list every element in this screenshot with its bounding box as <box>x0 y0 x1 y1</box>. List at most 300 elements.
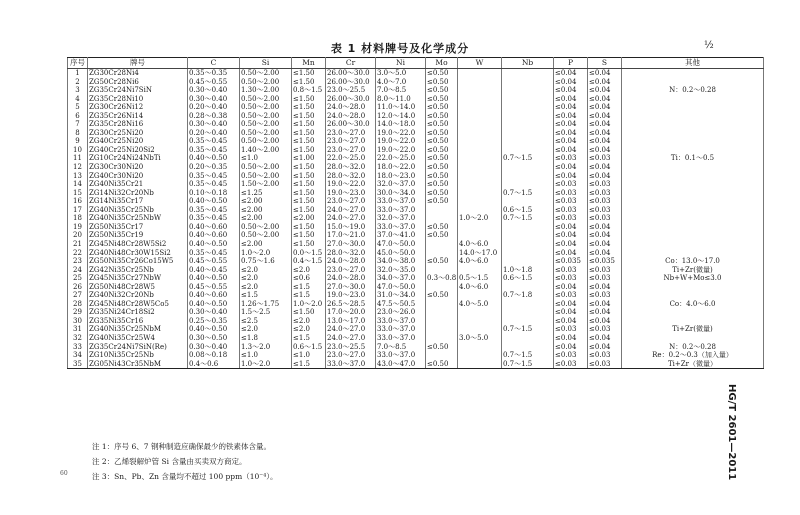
table-cell: 1 <box>68 69 88 78</box>
table-cell: 21 <box>68 240 88 249</box>
table-cell <box>622 206 764 215</box>
table-cell: 26.00～30.0 <box>326 69 376 78</box>
table-cell: ≤1.50 <box>292 95 326 104</box>
table-cell: 0.35～0.45 <box>188 146 240 155</box>
table-cell: 0.30～0.40 <box>188 308 240 317</box>
table-cell: ≤1.50 <box>292 172 326 181</box>
table-cell: ≤1.0 <box>240 154 292 163</box>
table-cell: ≤0.50 <box>426 69 458 78</box>
table-cell: 15 <box>68 189 88 198</box>
table-cell: ≤0.04 <box>588 163 622 172</box>
table-row <box>68 325 764 334</box>
table-cell: ZG40Cr25Ni20 <box>88 137 188 146</box>
table-row <box>68 308 764 317</box>
table-cell: ≤0.04 <box>554 112 588 121</box>
table-cell: ≤0.04 <box>554 283 588 292</box>
table-cell: 33.0～37.0 <box>376 223 426 232</box>
table-row <box>68 163 764 172</box>
table-cell: 0.6～1.5 <box>292 343 326 352</box>
table-cell: 12.0～14.0 <box>376 112 426 121</box>
table-cell: 19.0～22.0 <box>376 137 426 146</box>
table-cell: 3.0～5.0 <box>458 334 502 343</box>
table-cell <box>502 146 554 155</box>
table-cell: ≤2.00 <box>292 214 326 223</box>
table-cell: ≤0.04 <box>588 240 622 249</box>
table-cell: 7.0～8.5 <box>376 86 426 95</box>
table-row <box>68 197 764 206</box>
table-cell: 0.35～0.45 <box>188 206 240 215</box>
column-header: S <box>588 58 622 69</box>
table-cell <box>426 300 458 309</box>
table-cell: ≤0.03 <box>554 360 588 369</box>
table-cell: ≤0.04 <box>554 163 588 172</box>
table-cell: ≤2.00 <box>240 214 292 223</box>
table-cell: 0.20～0.40 <box>188 103 240 112</box>
table-cell <box>458 78 502 87</box>
table-cell: 4 <box>68 95 88 104</box>
table-cell: 4.0～6.0 <box>458 240 502 249</box>
table-cell: 0.50～2.00 <box>240 223 292 232</box>
table-cell: ≤2.0 <box>292 266 326 275</box>
table-cell: 32.0～37.0 <box>376 180 426 189</box>
table-cell: ≤0.50 <box>426 103 458 112</box>
table-cell: ≤1.50 <box>292 146 326 155</box>
table-cell <box>426 206 458 215</box>
table-cell: ZG30Cr25Ni20 <box>88 129 188 138</box>
table-cell: 0.50～2.00 <box>240 163 292 172</box>
table-cell: ZG35Cr26Ni14 <box>88 112 188 121</box>
table-cell: 34.0～37.0 <box>376 274 426 283</box>
table-cell: ≤0.03 <box>588 214 622 223</box>
table-cell: Co：4.0～6.0 <box>622 300 764 309</box>
table-cell: ZG42Ni35Cr25Nb <box>88 266 188 275</box>
table-cell: ≤2.00 <box>240 206 292 215</box>
table-cell: 0.50～2.00 <box>240 137 292 146</box>
table-cell: 23.0～27.0 <box>326 129 376 138</box>
table-row <box>68 214 764 223</box>
table-cell: ≤0.04 <box>554 69 588 78</box>
table-cell: 23.0～27.0 <box>326 137 376 146</box>
table-cell: 2 <box>68 78 88 87</box>
table-cell <box>622 317 764 326</box>
table-cell <box>458 120 502 129</box>
table-cell: ZG40Cr25Ni20Si2 <box>88 146 188 155</box>
table-cell: 0.7～1.8 <box>502 291 554 300</box>
table-cell <box>622 120 764 129</box>
table-cell: Ti：0.1～0.5 <box>622 154 764 163</box>
table-cell: ≤2.0 <box>292 325 326 334</box>
table-cell: 0.7～1.5 <box>502 325 554 334</box>
table-cell: 1.0～1.8 <box>502 266 554 275</box>
table-cell: 24.0～28.0 <box>326 257 376 266</box>
table-cell: ≤0.04 <box>554 78 588 87</box>
table-cell: 0.08～0.18 <box>188 351 240 360</box>
table-cell <box>458 146 502 155</box>
table-cell: ≤0.03 <box>554 154 588 163</box>
table-cell: ≤1.50 <box>292 223 326 232</box>
table-cell: 17.0～21.0 <box>326 231 376 240</box>
table-cell: 24.0～28.0 <box>326 274 376 283</box>
table-cell: 0.40～0.50 <box>188 325 240 334</box>
column-header: P <box>554 58 588 69</box>
table-cell: ≤1.50 <box>292 180 326 189</box>
table-row <box>68 266 764 275</box>
table-cell: ≤0.03 <box>588 180 622 189</box>
table-cell: 24.0～27.0 <box>326 206 376 215</box>
table-cell <box>502 78 554 87</box>
table-cell: ≤0.04 <box>554 129 588 138</box>
table-cell <box>622 69 764 78</box>
table-cell <box>622 146 764 155</box>
table-cell <box>426 248 458 257</box>
table-cell: ≤0.50 <box>426 360 458 369</box>
table-cell: 19.0～22.0 <box>376 146 426 155</box>
table-cell: Ti+Zr（微量） <box>622 360 764 369</box>
table-cell: ≤0.04 <box>554 317 588 326</box>
table-cell: 33.0～37.0 <box>376 325 426 334</box>
table-cell: ≤0.04 <box>588 137 622 146</box>
table-cell: 20 <box>68 231 88 240</box>
table-cell: ZG50Ni35Cr17 <box>88 223 188 232</box>
table-cell: 24 <box>68 266 88 275</box>
table-cell: 31 <box>68 325 88 334</box>
table-cell <box>458 223 502 232</box>
table-cell: ZG50Cr28Ni6 <box>88 78 188 87</box>
table-cell: ≤2.0 <box>240 283 292 292</box>
table-cell: ≤0.04 <box>554 240 588 249</box>
table-cell: 47.5～50.5 <box>376 300 426 309</box>
table-cell <box>458 86 502 95</box>
table-cell: ≤0.03 <box>554 206 588 215</box>
table-cell <box>622 78 764 87</box>
table-cell <box>502 180 554 189</box>
table-cell: ≤0.50 <box>426 189 458 198</box>
table-cell: 1.5～2.5 <box>240 308 292 317</box>
table-cell: ≤0.50 <box>426 78 458 87</box>
table-cell: 0.40～0.50 <box>188 300 240 309</box>
table-cell: ≤0.50 <box>426 163 458 172</box>
table-header-row <box>68 58 764 69</box>
table-cell: 0.35～0.35 <box>188 69 240 78</box>
table-cell <box>502 257 554 266</box>
table-cell: ≤2.0 <box>292 317 326 326</box>
table-cell <box>426 214 458 223</box>
table-cell: ZG45Ni35Cr27NbW <box>88 274 188 283</box>
table-cell: 30.0～34.0 <box>376 189 426 198</box>
table-cell <box>458 129 502 138</box>
table-cell: 8 <box>68 129 88 138</box>
table-cell: ≤0.03 <box>554 189 588 198</box>
table-cell: ≤2.0 <box>240 266 292 275</box>
table-cell: ≤0.04 <box>588 129 622 138</box>
table-cell <box>622 95 764 104</box>
table-cell: 0.25～0.35 <box>188 317 240 326</box>
table-cell: 0.28～0.38 <box>188 112 240 121</box>
table-cell: 17.0～20.0 <box>326 308 376 317</box>
table-cell: ≤0.04 <box>588 78 622 87</box>
table-cell <box>458 317 502 326</box>
table-cell: 0.40～0.50 <box>188 274 240 283</box>
table-cell <box>502 283 554 292</box>
table-cell: ZG35Cr24Ni7SiN(Re) <box>88 343 188 352</box>
table-cell: 4.0～5.0 <box>458 300 502 309</box>
table-cell: ≤0.50 <box>426 137 458 146</box>
table-cell: 0.40～0.50 <box>188 154 240 163</box>
table-cell: Ti+Zr(微量) <box>622 266 764 275</box>
table-cell: ≤0.03 <box>588 189 622 198</box>
table-cell: ZG30Cr30Ni20 <box>88 163 188 172</box>
table-cell: ≤0.03 <box>554 274 588 283</box>
table-cell: 28.0～32.0 <box>326 248 376 257</box>
table-cell <box>458 266 502 275</box>
table-cell: ZG40Ni35Cr25Nb <box>88 206 188 215</box>
table-cell: 33.0～37.0 <box>376 351 426 360</box>
table-cell: 0.50～2.00 <box>240 231 292 240</box>
table-cell: ZG40Ni35Cr25W4 <box>88 334 188 343</box>
table-cell: ≤0.03 <box>588 360 622 369</box>
column-header: Cr <box>326 58 376 69</box>
table-cell: ≤0.04 <box>588 308 622 317</box>
table-cell: ZG40Ni35Cr25NbM <box>88 325 188 334</box>
table-cell: ≤0.50 <box>426 172 458 181</box>
table-cell: 23.0～26.0 <box>376 308 426 317</box>
table-cell <box>458 189 502 198</box>
table-row <box>68 257 764 266</box>
table-cell: 3 <box>68 86 88 95</box>
table-cell: 34 <box>68 351 88 360</box>
table-cell: ≤0.04 <box>588 172 622 181</box>
table-cell: N：0.2～0.28 <box>622 86 764 95</box>
table-row <box>68 274 764 283</box>
table-cell: 0.20～0.40 <box>188 129 240 138</box>
table-cell: ≤0.04 <box>554 231 588 240</box>
table-cell: ≤0.04 <box>554 343 588 352</box>
table-cell <box>622 103 764 112</box>
table-cell: ≤0.03 <box>554 266 588 275</box>
table-cell: 33 <box>68 343 88 352</box>
table-cell: ≤0.04 <box>554 103 588 112</box>
table-cell: ≤0.04 <box>554 137 588 146</box>
table-cell: 23.0～27.0 <box>326 146 376 155</box>
table-cell: 4.0～7.0 <box>376 78 426 87</box>
table-cell: ≤0.03 <box>588 291 622 300</box>
table-cell: ≤0.50 <box>426 86 458 95</box>
table-cell <box>502 317 554 326</box>
table-cell: 33.0～37.0 <box>376 317 426 326</box>
table-row <box>68 120 764 129</box>
table-cell: ≤1.50 <box>292 240 326 249</box>
table-row <box>68 248 764 257</box>
table-cell: 0.35～0.45 <box>188 137 240 146</box>
table-row <box>68 343 764 352</box>
table-cell <box>622 308 764 317</box>
table-cell <box>502 223 554 232</box>
table-cell: 32.0～37.0 <box>376 214 426 223</box>
table-row <box>68 291 764 300</box>
table-cell: 0.50～2.00 <box>240 112 292 121</box>
table-cell <box>502 231 554 240</box>
table-cell <box>426 266 458 275</box>
table-cell: ZG14Ni35Cr17 <box>88 197 188 206</box>
table-cell: 22.0～25.0 <box>326 154 376 163</box>
table-cell: 1.26～1.75 <box>240 300 292 309</box>
table-cell: ≤0.04 <box>588 223 622 232</box>
table-cell <box>458 343 502 352</box>
table-cell: 24.0～27.0 <box>326 334 376 343</box>
table-cell: ≤0.04 <box>588 120 622 129</box>
table-cell: 26.00～30.0 <box>326 78 376 87</box>
table-cell: 0.7～1.5 <box>502 154 554 163</box>
table-cell: 0.75～1.6 <box>240 257 292 266</box>
table-row <box>68 240 764 249</box>
table-cell <box>458 163 502 172</box>
table-cell: 47.0～50.0 <box>376 283 426 292</box>
table-cell: 23.0～27.0 <box>326 351 376 360</box>
table-cell <box>622 214 764 223</box>
table-cell: ZG30Cr28Ni4 <box>88 69 188 78</box>
table-cell <box>458 112 502 121</box>
table-cell: 0.30～0.40 <box>188 86 240 95</box>
table-cell: 28 <box>68 300 88 309</box>
table-cell: 0.4～1.5 <box>292 257 326 266</box>
table-cell: 26.00～30.0 <box>326 95 376 104</box>
table-row <box>68 112 764 121</box>
table-cell <box>502 103 554 112</box>
table-cell: ≤0.50 <box>426 129 458 138</box>
table-cell: 24.0～27.0 <box>326 214 376 223</box>
table-row <box>68 172 764 181</box>
table-cell: 0.7～1.5 <box>502 351 554 360</box>
table-body <box>68 69 764 369</box>
table-cell: 23.0～27.0 <box>326 266 376 275</box>
table-cell: 19.0～22.0 <box>326 180 376 189</box>
column-header: 牌号 <box>88 58 188 69</box>
table-cell <box>458 69 502 78</box>
table-cell: 17 <box>68 206 88 215</box>
table-cell <box>426 240 458 249</box>
table-cell: ≤0.04 <box>588 146 622 155</box>
table-cell: 0.40～0.45 <box>188 266 240 275</box>
table-cell <box>622 223 764 232</box>
table-cell <box>502 129 554 138</box>
table-cell: ≤0.50 <box>426 231 458 240</box>
table-cell: 13 <box>68 172 88 181</box>
table-cell: 26.00～30.0 <box>326 120 376 129</box>
table-cell: 0.35～0.45 <box>188 172 240 181</box>
table-cell: ≤0.50 <box>426 257 458 266</box>
table-cell: ≤0.50 <box>426 291 458 300</box>
table-cell <box>458 95 502 104</box>
table-cell <box>502 334 554 343</box>
table-cell: 13.0～17.0 <box>326 317 376 326</box>
table-cell <box>458 231 502 240</box>
table-cell: ≤0.04 <box>588 343 622 352</box>
table-cell: 23.0～25.5 <box>326 86 376 95</box>
table-cell <box>622 112 764 121</box>
table-cell: ≤1.50 <box>292 231 326 240</box>
table-cell: 0.50～2.00 <box>240 69 292 78</box>
table-cell: ≤2.0 <box>240 274 292 283</box>
notes <box>92 439 277 484</box>
table-cell: 0.40～0.60 <box>188 231 240 240</box>
table-cell: ZG40Ni35Cr25NbW <box>88 214 188 223</box>
table-cell: ≤0.035 <box>554 257 588 266</box>
table-cell: 33.0～37.0 <box>376 334 426 343</box>
table-cell: ≤0.50 <box>426 95 458 104</box>
table-cell: 0.40～0.60 <box>188 291 240 300</box>
table-cell: ≤2.00 <box>240 240 292 249</box>
table-cell: 18.0～23.0 <box>376 172 426 181</box>
table-cell: ≤0.50 <box>426 154 458 163</box>
table-cell: 0.40～0.60 <box>188 223 240 232</box>
table-cell: ≤0.50 <box>426 223 458 232</box>
table-cell: 12 <box>68 163 88 172</box>
table-cell: ≤0.03 <box>554 291 588 300</box>
table-row <box>68 231 764 240</box>
table-cell <box>458 206 502 215</box>
table-cell <box>622 172 764 181</box>
table-cell: 0.45～0.55 <box>188 283 240 292</box>
table-cell: 3.0～5.0 <box>376 69 426 78</box>
table-cell: 0.50～2.00 <box>240 78 292 87</box>
table-cell: ZG35Cr28Ni16 <box>88 120 188 129</box>
table-row <box>68 283 764 292</box>
table-cell: 1.30～2.00 <box>240 86 292 95</box>
table-cell <box>502 308 554 317</box>
table-cell: ZG50Ni48Cr28W5 <box>88 283 188 292</box>
table-cell: ≤0.03 <box>554 351 588 360</box>
table-cell: ≤0.04 <box>554 334 588 343</box>
table-cell: 0.35～0.45 <box>188 180 240 189</box>
table-cell: ≤2.0 <box>240 325 292 334</box>
table-cell: ≤1.0 <box>292 351 326 360</box>
table-row <box>68 351 764 360</box>
table-row <box>68 206 764 215</box>
column-header: Mn <box>292 58 326 69</box>
table-cell: 29 <box>68 308 88 317</box>
table-cell: 0.8～1.5 <box>292 86 326 95</box>
table-cell: 0.35～0.45 <box>188 248 240 257</box>
table-cell <box>458 180 502 189</box>
table-cell: 26 <box>68 283 88 292</box>
table-row <box>68 189 764 198</box>
table-cell: ≤0.03 <box>588 351 622 360</box>
table-cell: ≤1.8 <box>240 334 292 343</box>
table-cell: 31.0～34.0 <box>376 291 426 300</box>
table-cell <box>458 103 502 112</box>
table-cell: ≤0.03 <box>588 274 622 283</box>
table-cell: ≤0.03 <box>554 180 588 189</box>
page-number: 60 <box>60 470 68 477</box>
table-row <box>68 137 764 146</box>
table-cell <box>622 240 764 249</box>
table-cell: ≤0.03 <box>588 325 622 334</box>
table-cell <box>458 137 502 146</box>
table-cell: Co：13.0～17.0 <box>622 257 764 266</box>
table-cell: 19.0～23.0 <box>326 291 376 300</box>
table-cell: ≤1.50 <box>292 69 326 78</box>
table-cell: ≤0.04 <box>588 334 622 343</box>
table-cell: 14 <box>68 180 88 189</box>
table-cell: 18 <box>68 214 88 223</box>
corner-mark: ½ <box>704 40 714 51</box>
table-cell: 7 <box>68 120 88 129</box>
table-cell: ≤1.50 <box>292 103 326 112</box>
table-cell: ≤0.04 <box>588 69 622 78</box>
table-cell: 0.3～0.8 <box>427 274 457 283</box>
table-cell: ZG05Ni43Cr35NbM <box>88 360 188 369</box>
table-cell: 1.0～2.0 <box>292 300 326 309</box>
